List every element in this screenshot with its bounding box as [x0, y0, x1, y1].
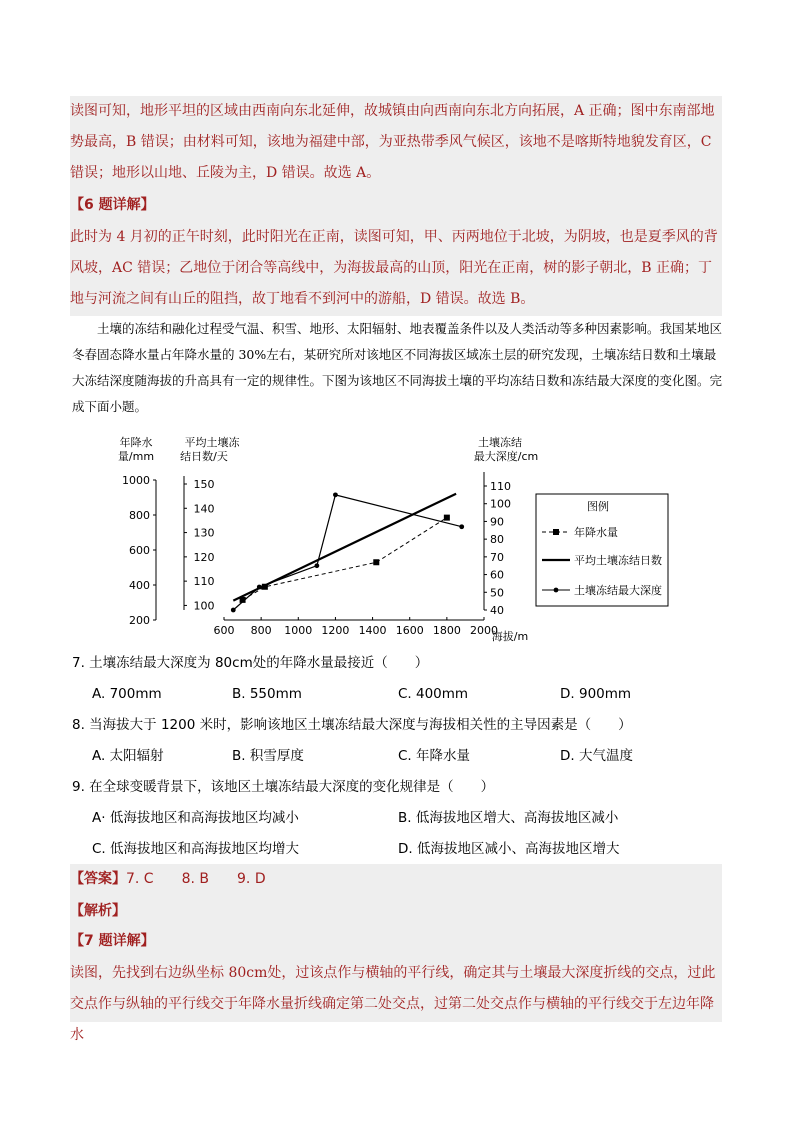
- analysis-6-heading-block: [70, 190, 722, 222]
- precip-axis-label-2: 量/mm: [117, 450, 155, 463]
- precip-tick-label-1000: 1000: [122, 474, 150, 487]
- analysis-6-text: 此时为 4 月初的正午时刻，此时阳光在正南，读图可知，甲、丙两地位于北坡，为阴坡，也是夏季风的背风坡，AC 错误；乙地位于闭合等高线中，为海拔最高的山顶，阳光在正南，树的影子朝北，B 正确；丁地与河流之间有山丘的阻挡，故丁地看不到河中的游船，D 错误。故选 B。: [70, 229, 718, 307]
- chart-series: [231, 492, 464, 612]
- x-axis-label: 海拔/m: [491, 630, 529, 643]
- question-7-option-D: D. 900mm: [560, 686, 632, 702]
- series-2-marker-0: [231, 608, 236, 613]
- question-8-option-D: D. 大气温度: [560, 748, 633, 764]
- x-tick-label-2000: 2000: [470, 624, 498, 637]
- days-tick-label-120: 120: [193, 550, 215, 564]
- question-8-stem: 8. 当海拔大于 1200 米时，影响该地区土壤冻结最大深度与海拔相关性的主导因素是（ ）: [72, 717, 632, 733]
- analysis-6-heading: 【6 题详解】: [70, 197, 155, 213]
- analysis-5-block: [70, 96, 722, 190]
- legend-label-0: 年降水量: [574, 526, 618, 539]
- analysis-label-block: [70, 896, 722, 926]
- answer-9: 9. D: [237, 871, 266, 887]
- analysis-7-text: 读图，先找到右边纵坐标 80cm处，过该点作与横轴的平行线，确定其与土壤最大深度折线的交点，过此交点作与纵轴的平行线交于年降水量折线确定第二处交点，过第二处交点作与横轴的平行线交于左边年降水: [70, 965, 716, 1043]
- x-tick-label-1000: 1000: [284, 624, 313, 637]
- series-0-marker-3: [444, 515, 450, 521]
- question-9-option-C: C. 低海拔地区和高海拔地区均增大: [92, 841, 300, 857]
- analysis-7-heading: 【7 题详解】: [70, 933, 155, 949]
- legend-label-2: 土壤冻结最大深度: [574, 584, 662, 597]
- days-tick-label-110: 110: [193, 575, 215, 589]
- depth-tick-label-80: 80: [490, 533, 504, 547]
- material-intro: 土壤的冻结和融化过程受气温、积雪、地形、太阳辐射、地表覆盖条件以及人类活动等多种因素影响。我国某地区冬春固态降水量占年降水量的 30%左右，某研究所对该地区不同海拔区域冻土层的研究发现，土壤冻结日数和土壤最大冻结深度随海拔的升高具有一定的规律性。下图为该地区不同海拔土壤的平均冻结日数和冻结最大深度的变化图。完成下面小题。: [72, 321, 723, 414]
- legend-marker-2: [554, 588, 559, 593]
- analysis-7-heading-block: [70, 926, 722, 958]
- series-line-2: [233, 495, 461, 610]
- analysis-6-block: [70, 222, 722, 316]
- soil-freeze-chart: [100, 436, 690, 646]
- question-9-option-D: D. 低海拔地区减小、高海拔地区增大: [398, 841, 620, 857]
- question-7-stem: 7. 土壤冻结最大深度为 80cm处的年降水量最接近（ ）: [72, 655, 429, 671]
- precip-axis-label-1: 年降水: [119, 436, 153, 449]
- question-7-option-C: C. 400mm: [398, 686, 469, 702]
- depth-tick-label-70: 70: [490, 550, 504, 564]
- x-tick-label-600: 600: [213, 624, 235, 637]
- question-9-option-B: B. 低海拔地区增大、高海拔地区减小: [398, 810, 619, 826]
- x-tick-label-800: 800: [250, 624, 272, 637]
- precip-tick-label-400: 400: [129, 579, 150, 592]
- x-tick-label-1200: 1200: [321, 624, 350, 637]
- series-2-marker-1: [257, 585, 262, 590]
- days-axis-label-1: 平均土壤冻: [184, 436, 240, 449]
- days-axis-label-2: 结日数/天: [180, 450, 228, 463]
- depth-tick-label-100: 100: [490, 497, 511, 511]
- precip-tick-label-600: 600: [129, 544, 150, 557]
- analysis-label: 【解析】: [70, 903, 126, 919]
- answer-label: 【答案】: [70, 871, 126, 887]
- precip-tick-label-200: 200: [129, 614, 150, 627]
- legend-title: 图例: [587, 500, 609, 513]
- precip-tick-label-800: 800: [129, 509, 150, 522]
- question-8-option-C: C. 年降水量: [398, 748, 471, 764]
- analysis-5-text: 读图可知，地形平坦的区域由西南向东北延伸，故城镇由向西南向东北方向拓展，A 正确；图中东南部地势最高，B 错误；由材料可知，该地为福建中部，为亚热带季风气候区，该地不是喀斯特地貌发育区，C 错误；地形以山地、丘陵为主，D 错误。故选 A。: [70, 103, 715, 181]
- series-2-marker-2: [314, 563, 319, 568]
- question-9-stem: 9. 在全球变暖背景下，该地区土壤冻结最大深度的变化规律是（ ）: [72, 779, 495, 795]
- chart-axes: [118, 436, 538, 643]
- answer-7: 7. C: [126, 871, 154, 887]
- question-7-option-B: B. 550mm: [232, 686, 302, 702]
- question-9-option-A: A· 低海拔地区和高海拔地区均减小: [92, 810, 299, 826]
- x-tick-label-1600: 1600: [395, 624, 424, 637]
- x-tick-label-1800: 1800: [432, 624, 461, 637]
- answer-8: 8. B: [181, 871, 210, 887]
- days-tick-label-150: 150: [193, 478, 215, 491]
- days-tick-label-130: 130: [193, 526, 215, 540]
- answer-block: [70, 864, 722, 896]
- days-tick-label-140: 140: [193, 502, 215, 516]
- series-line-0: [243, 518, 447, 600]
- depth-tick-label-110: 110: [490, 480, 511, 493]
- depth-tick-label-50: 50: [490, 586, 504, 600]
- legend-label-1: 平均土壤冻结日数: [574, 554, 662, 567]
- chart-legend: [536, 494, 668, 606]
- days-tick-label-100: 100: [193, 599, 215, 613]
- depth-axis-label-1: 土壤冻结: [478, 436, 522, 449]
- question-8-option-A: A. 太阳辐射: [92, 748, 164, 764]
- analysis-7-block: [70, 958, 722, 1043]
- series-0-marker-2: [373, 559, 379, 565]
- series-2-marker-3: [333, 492, 338, 497]
- depth-tick-label-60: 60: [490, 568, 504, 582]
- question-7-option-A: A. 700mm: [92, 686, 162, 702]
- question-8-option-B: B. 积雪厚度: [232, 748, 304, 764]
- depth-axis-label-2: 最大深度/cm: [473, 450, 539, 463]
- x-tick-label-1400: 1400: [358, 624, 387, 637]
- series-2-marker-4: [459, 524, 464, 529]
- depth-tick-label-40: 40: [490, 604, 504, 617]
- depth-tick-label-90: 90: [490, 515, 504, 529]
- legend-marker-0: [553, 529, 559, 535]
